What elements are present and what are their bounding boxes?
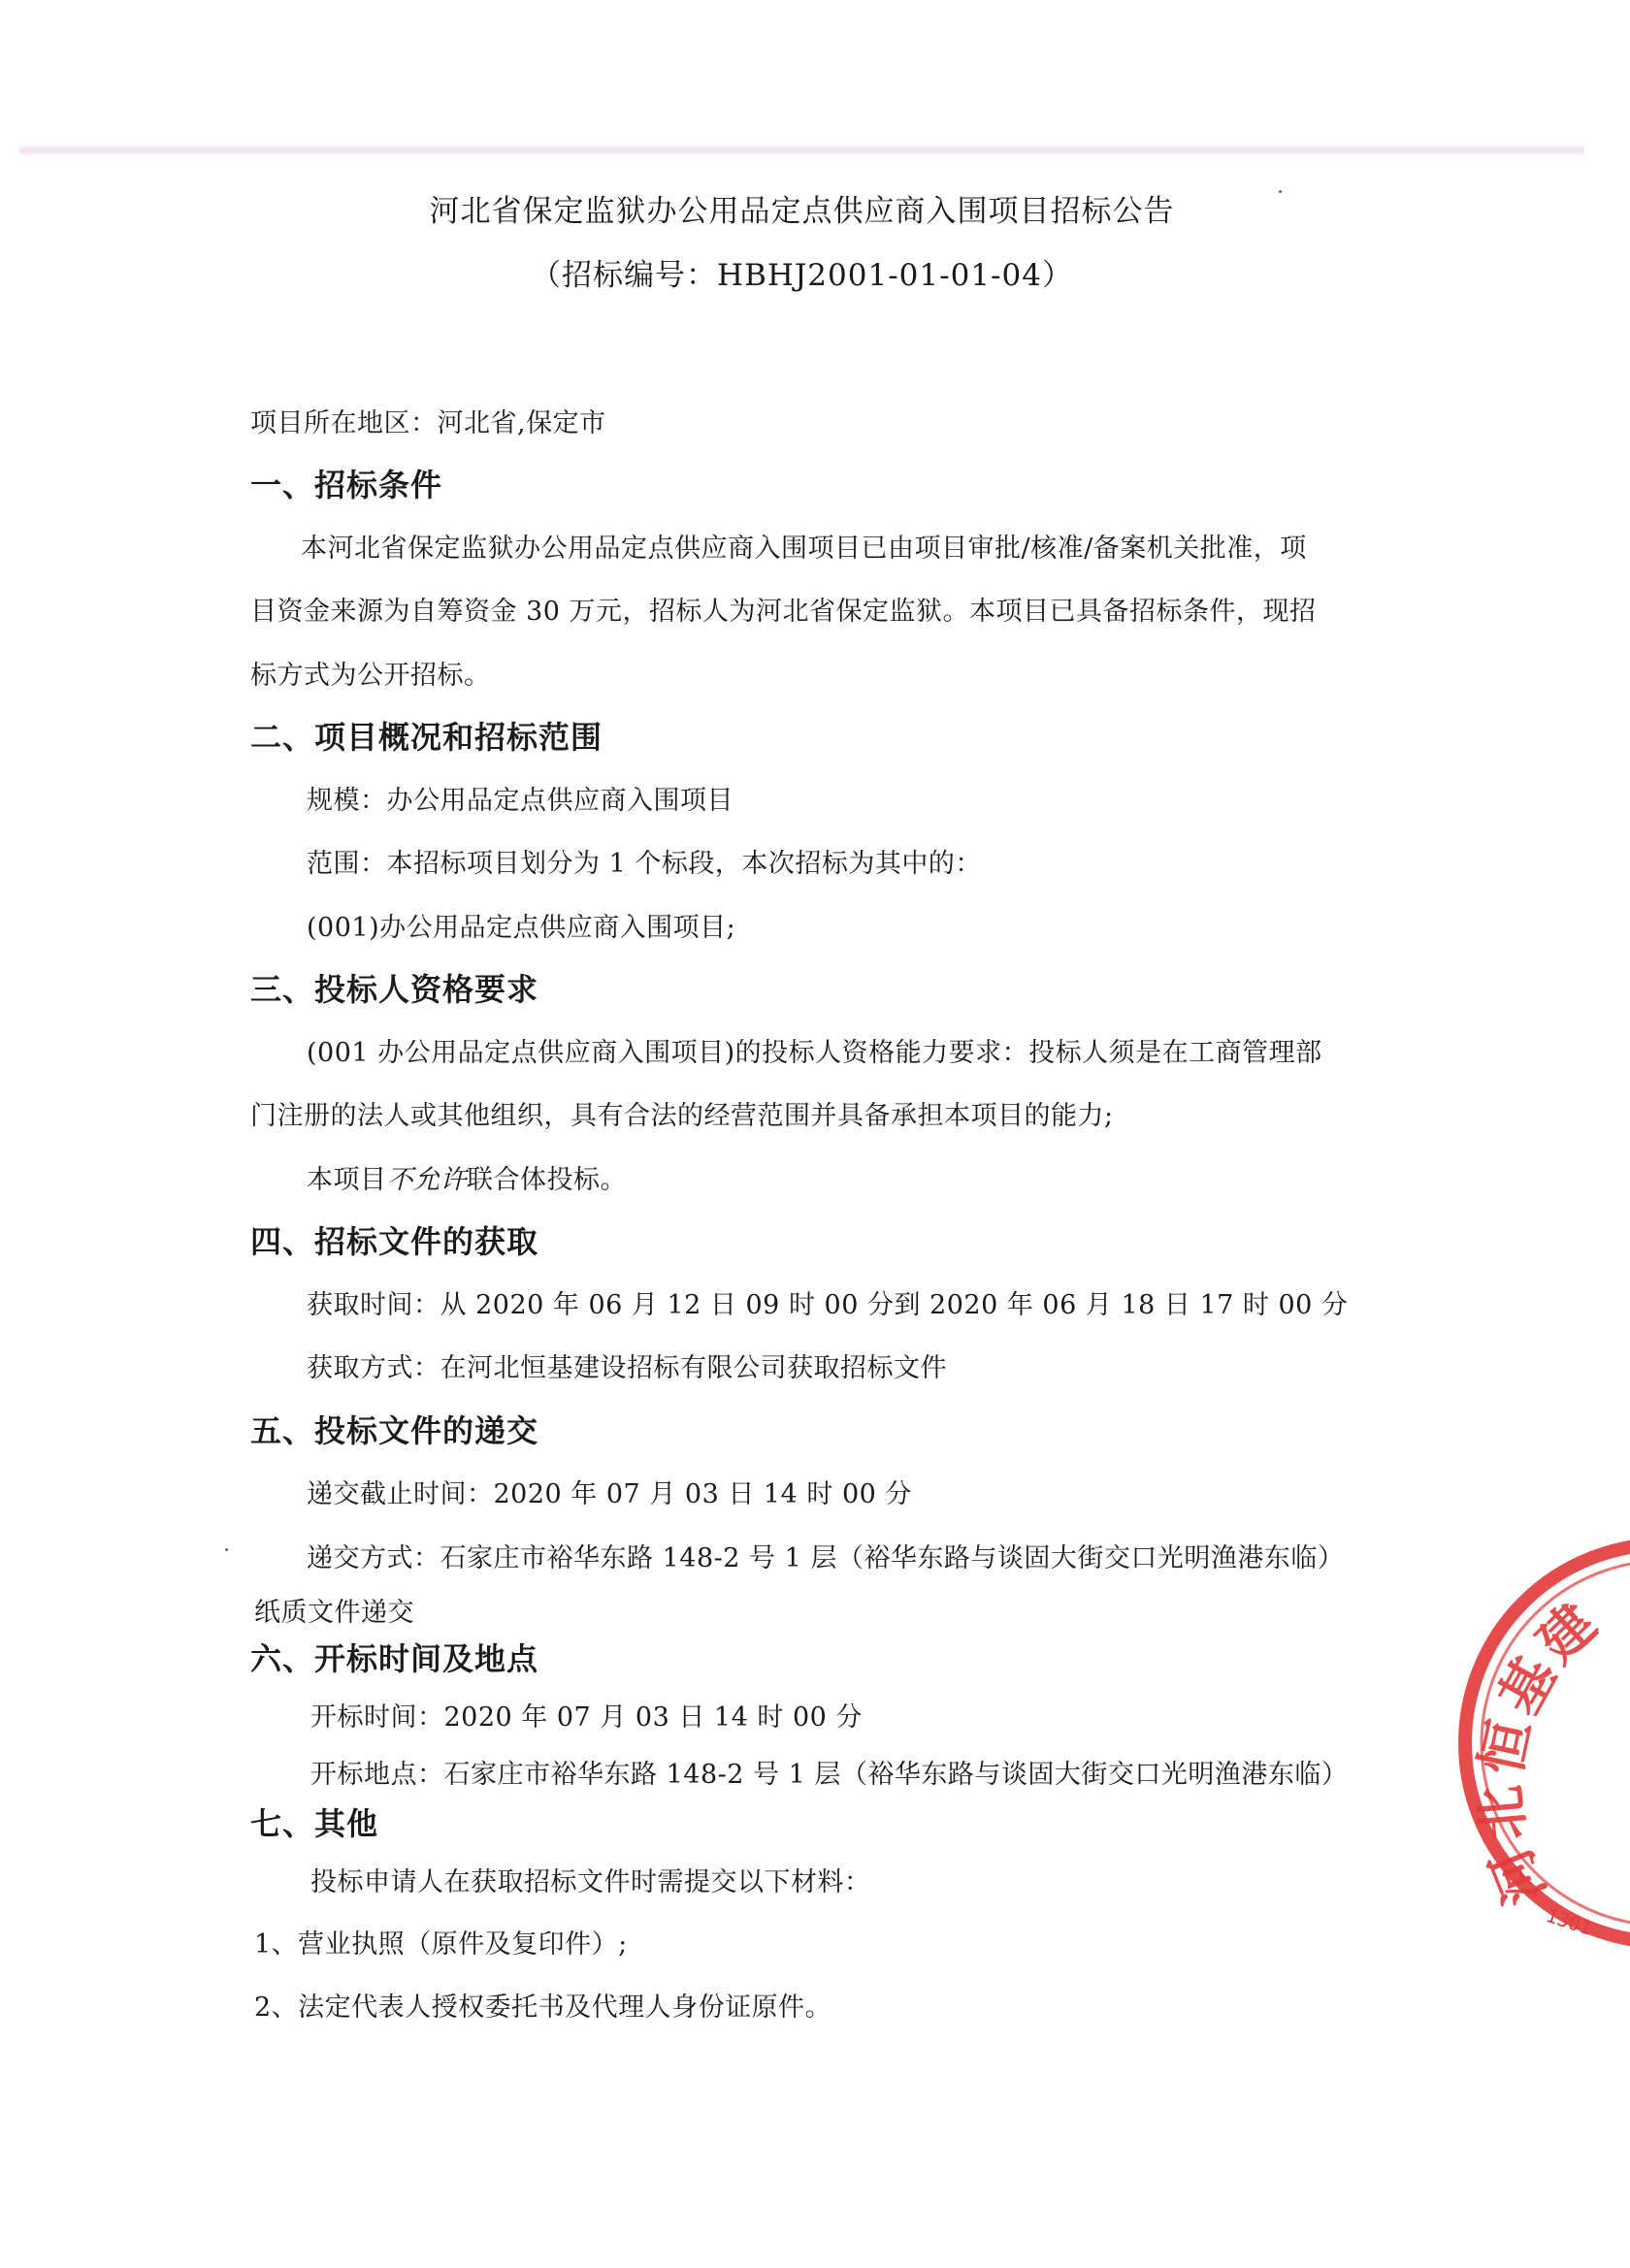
s3-consortium-suffix: 联合体投标。	[467, 1165, 627, 1195]
seal-text: 河北恒基建	[1468, 1588, 1614, 1913]
section-heading-3: 三、投标人资格要求	[250, 971, 539, 1008]
section-heading-2: 二、项目概况和招标范围	[250, 719, 603, 756]
s3-line-2: 门注册的法人或其他组织，具有合法的经营范围并具备承担本项目的能力;	[250, 1101, 1114, 1131]
s5-line-1: 递交截止时间：2020 年 07 月 03 日 14 时 00 分	[307, 1479, 912, 1509]
s6-line-1: 开标时间：2020 年 07 月 03 日 14 时 00 分	[310, 1702, 863, 1733]
s7-line-3: 2、法定代表人授权委托书及代理人身份证原件。	[254, 1993, 832, 2023]
s5-line-2: 递交方式：石家庄市裕华东路 148-2 号 1 层（裕华东路与谈固大街交口光明渔港东临）	[307, 1543, 1345, 1573]
scan-speck	[1279, 190, 1282, 193]
section-heading-4: 四、招标文件的获取	[250, 1223, 539, 1260]
s3-line-1: (001 办公用品定点供应商入围项目)的投标人资格能力要求：投标人须是在工商管理部	[307, 1038, 1322, 1068]
s3-consortium-line	[307, 1158, 627, 1196]
section-heading-6: 六、开标时间及地点	[250, 1640, 539, 1677]
company-seal	[1455, 1525, 1630, 1961]
s4-line-1: 获取时间：从 2020 年 06 月 12 日 09 时 00 分到 2020 年 06 月 18 日 17 时 00 分	[307, 1290, 1349, 1320]
scan-band	[19, 144, 1584, 157]
tender-number: （招标编号：HBHJ2001-01-01-04）	[531, 258, 1073, 293]
s2-line-3: (001)办公用品定点供应商入围项目;	[307, 913, 736, 943]
scan-speck	[225, 1548, 228, 1551]
s5-line-3: 纸质文件递交	[254, 1598, 414, 1628]
document-title: 河北省保定监狱办公用品定点供应商入围项目招标公告	[429, 194, 1175, 229]
s2-line-1: 规模：办公用品定点供应商入围项目	[307, 786, 734, 816]
s7-line-1: 投标申请人在获取招标文件时需提交以下材料：	[310, 1867, 871, 1897]
s6-line-2: 开标地点：石家庄市裕华东路 148-2 号 1 层（裕华东路与谈固大街交口光明渔港东临）	[310, 1760, 1349, 1790]
s4-line-2: 获取方式：在河北恒基建设招标有限公司获取招标文件	[307, 1353, 947, 1383]
project-location: 项目所在地区：河北省,保定市	[250, 408, 606, 438]
s1-line-2: 目资金来源为自筹资金 30 万元，招标人为河北省保定监狱。本项目已具备招标条件，现招	[250, 597, 1317, 627]
s3-consortium-prefix: 本项目	[307, 1165, 387, 1195]
s1-line-3: 标方式为公开招标。	[250, 661, 491, 691]
s7-line-2: 1、营业执照（原件及复印件）;	[254, 1929, 628, 1960]
section-heading-1: 一、招标条件	[250, 467, 443, 503]
s1-line-1: 本河北省保定监狱办公用品定点供应商入围项目已由项目审批/核准/备案机关批准，项	[301, 534, 1307, 564]
seal-code: 1301	[1543, 1902, 1595, 1940]
section-heading-5: 五、投标文件的递交	[250, 1412, 539, 1449]
section-heading-7: 七、其他	[250, 1805, 379, 1842]
s3-consortium-emphasis: 不允许	[386, 1165, 467, 1195]
s2-line-2: 范围：本招标项目划分为 1 个标段，本次招标为其中的：	[307, 849, 982, 879]
